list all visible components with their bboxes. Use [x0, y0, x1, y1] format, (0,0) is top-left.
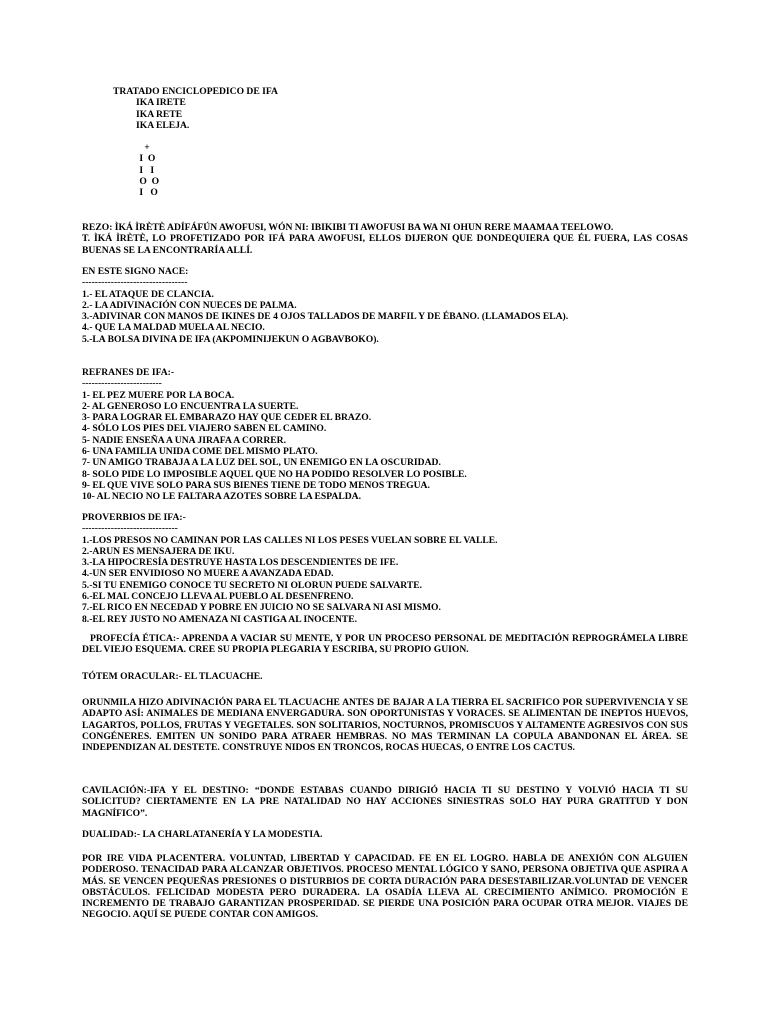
section-heading: REFRANES DE IFA:-: [82, 367, 175, 378]
dualidad-heading: DUALIDAD:- LA CHARLATANERÍA Y LA MODESTIA.: [82, 829, 323, 840]
list-item: 4- SÓLO LOS PIES DEL VIAJERO SABEN EL CAMINO.: [82, 423, 327, 435]
list-item: 1.- EL ATAQUE DE CLANCIA.: [82, 288, 214, 300]
section-rule: ------------------------------: [82, 523, 178, 535]
sign-name: IKA RETE: [136, 108, 183, 120]
rezo-text: REZO: ÌKÁ ÌRÈTÈ ADÍFÁFÚN AWOFUSI, WÓN NI: IBIKIBI TI AWOFUSI BA WA NI OHUN RERE MAAMAA TEELOWO.: [82, 222, 614, 233]
dualidad-section: [82, 829, 688, 840]
list-item: 7.-EL RICO EN NECEDAD Y POBRE EN JUICIO NO SE SALVARA NI ASI MISMO.: [82, 602, 441, 614]
list-item: 10- AL NECIO NO LE FALTARA AZOTES SOBRE LA ESPALDA.: [82, 491, 361, 503]
document-title: TRATADO ENCICLOPEDICO DE IFA: [113, 86, 278, 97]
totem-heading: TÓTEM ORACULAR:- EL TLACUACHE.: [82, 671, 263, 682]
list-item: 3.-LA HIPOCRESÍA DESTRUYE HASTA LOS DESCENDIENTES DE IFE.: [82, 557, 399, 569]
list-item: 8- SOLO PIDE LO IMPOSIBLE AQUEL QUE NO HA PODIDO RESOLVER LO POSIBLE.: [82, 468, 467, 480]
ire-section: [82, 853, 688, 921]
section-heading: EN ESTE SIGNO NACE:: [82, 266, 189, 277]
list-item: 6- UNA FAMILIA UNIDA COME DEL MISMO PLATO.: [82, 446, 318, 458]
sign-mark: O O: [137, 175, 160, 187]
list-item: 5.-SI TU ENEMIGO CONOCE TU SECRETO NI OLORUN PUEDE SALVARTE.: [82, 579, 423, 591]
list-item: 5.-LA BOLSA DIVINA DE IFA (AKPOMINIJEKUN O AGBAVBOKO).: [82, 333, 379, 345]
orunmila-section: [82, 697, 688, 753]
totem-section: [82, 671, 688, 682]
list-item: 4.- QUE LA MALDAD MUELA AL NECIO.: [82, 322, 265, 334]
sign-name: IKA ELEJA.: [136, 119, 190, 131]
odu-sign-figure: [137, 142, 159, 198]
list-item: 2.- LA ADIVINACIÓN CON NUECES DE PALMA.: [82, 299, 297, 311]
section-rule: -------------------------: [82, 378, 162, 390]
list-item: 2.-ARUN ES MENSAJERA DE IKU.: [82, 545, 235, 557]
list-item: 1- EL PEZ MUERE POR LA BOCA.: [82, 389, 235, 401]
list-item: 9- EL QUE VIVE SOLO PARA SUS BIENES TIENE DE TODO MENOS TREGUA.: [82, 479, 430, 491]
nace-section: [82, 266, 688, 345]
list-item: 5- NADIE ENSEÑA A UNA JIRAFA A CORRER.: [82, 434, 286, 446]
section-rule: ---------------------------------: [82, 277, 188, 289]
list-item: 7- UN AMIGO TRABAJA A LA LUZ DEL SOL, UN ENEMIGO EN LA OSCURIDAD.: [82, 457, 441, 469]
proverbios-section: [82, 512, 688, 625]
refranes-section: [82, 367, 688, 503]
section-heading: PROVERBIOS DE IFA:-: [82, 512, 186, 523]
profecia-section: [82, 633, 688, 656]
rezo-section: [82, 222, 688, 256]
sign-mark: I O: [137, 153, 156, 165]
list-item: 6.-EL MAL CONCEJO LLEVA AL PUEBLO AL DESENFRENO.: [82, 591, 354, 603]
orunmila-paragraph: ORUNMILA HIZO ADIVINACIÓN PARA EL TLACUACHE ANTES DE BAJAR A LA TIERRA EL SACRIFICO POR SUPERVIVENCIA Y SE ADAPTO ASÍ: ANIMALES DE MEDIANA ENVERGADURA. SON OPORTUNISTAS Y VORACES. SE ALIMENTAN DE INEPTOS HUEVOS, LAGARTOS, POLLOS, FRUTAS Y VEGETALES. SON SOLITARIOS, NOCTURNOS, PROMISCUOS Y ALTAMENTE AGRESIVOS CON SUS CONGÉNERES. EMITEN UN SONIDO PARA ATRAER HEMBRAS. NO MAS TERMINAN LA COPULA ABANDONAN EL ÁREA. SE INDEPENDIZAN AL DESTETE. CONSTRUYE NIDOS EN TRONCOS, ROCAS HUECAS, O ENTRE LOS CACTUS.: [82, 697, 688, 754]
list-item: 3- PARA LOGRAR EL EMBARAZO HAY QUE CEDER EL BRAZO.: [82, 412, 372, 424]
sign-mark: +: [137, 142, 150, 153]
cavilacion-section: [82, 785, 688, 819]
cavilacion-paragraph: CAVILACIÓN:-IFA Y EL DESTINO: “DONDE ESTABAS CUANDO DIRIGIÓ HACIA TI SU DESTINO Y VOLVIÓ HACIA TI SU SOLICITUD? CIERTAMENTE EN LA PRE NATALIDAD NO HAY ACCIONES SINIESTRAS SOLO HAY PURA GRATITUD Y DON MAGNÍFICO”.: [82, 785, 688, 819]
document-header: [113, 86, 278, 131]
rezo-translation: T. ÌKÁ ÌRÈTÈ, LO PROFETIZADO POR IFÁ PARA AWOFUSI, ELLOS DIJERON QUE DONDEQUIERA QUE ÉL FUERA, LAS COSAS BUENAS SE LA ENCONTRARÍA ALLÍ.: [82, 233, 688, 256]
ire-paragraph: POR IRE VIDA PLACENTERA. VOLUNTAD, LIBERTAD Y CAPACIDAD. FE EN EL LOGRO. HABLA DE ANEXIÓN CON ALGUIEN PODEROSO. TENACIDAD PARA ALCANZAR OBJETIVOS. PROCESO MENTAL LÓGICO Y SANO, PERSONA OBJETIVA QUE ASPIRA A MÁS. SE VENCEN PEQUEÑAS PRESIONES O DISTURBIOS DE CORTA DURACIÓN PARA DESESTABILIZAR.VOLUNTAD DE VENCER OBSTÁCULOS. FELICIDAD MODESTA PERO DURADERA. LA OSADÍA LLEVA AL CRECIMIENTO ANÍMICO. PROMOCIÓN E INCREMENTO DE TRABAJO GARANTIZAN PROSPERIDAD. SE PIERDE UNA POSICIÓN PARA OCUPAR OTRA MEJOR. VIAJES DE NEGOCIO. AQUÍ SE PUEDE CONTAR CON AMIGOS.: [82, 853, 688, 921]
sign-name: IKA IRETE: [136, 97, 186, 109]
sign-mark: I I: [137, 164, 155, 176]
list-item: 8.-EL REY JUSTO NO AMENAZA NI CASTIGA AL INOCENTE.: [82, 613, 358, 625]
list-item: 1.-LOS PRESOS NO CAMINAN POR LAS CALLES NI LOS PESES VUELAN SOBRE EL VALLE.: [82, 534, 498, 546]
sign-mark: I O: [137, 187, 158, 199]
list-item: 4.-UN SER ENVIDIOSO NO MUERE A AVANZADA EDAD.: [82, 568, 334, 580]
profecia-paragraph: PROFECÍA ÉTICA:- APRENDA A VACIAR SU MENTE, Y POR UN PROCESO PERSONAL DE MEDITACIÓN REPROGRÁMELA LIBRE DEL VIEJO ESQUEMA. CREE SU PROPIA PLEGARIA Y ESCRIBA, SU PROPIO GUION.: [82, 633, 688, 656]
list-item: 3.-ADIVINAR CON MANOS DE IKINES DE 4 OJOS TALLADOS DE MARFIL Y DE ÉBANO. (LLAMADOS ELA).: [82, 311, 569, 323]
list-item: 2- AL GENEROSO LO ENCUENTRA LA SUERTE.: [82, 400, 299, 412]
